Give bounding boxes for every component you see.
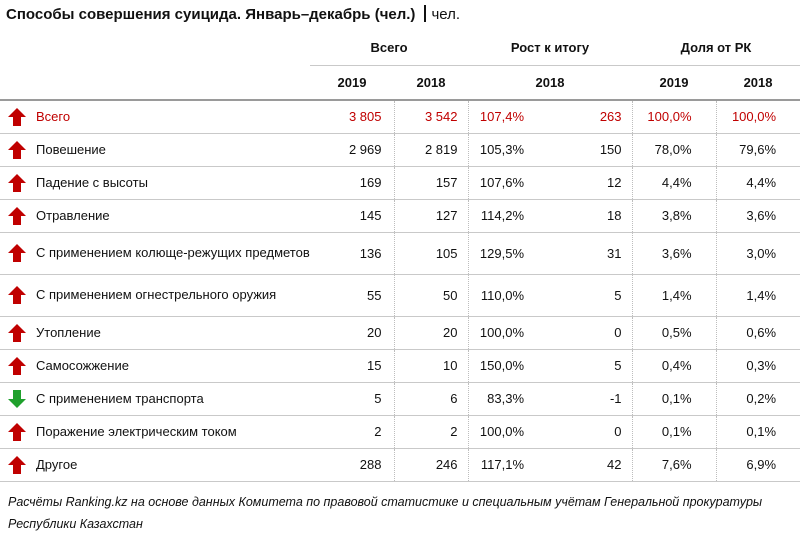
share-2019: 4,4%: [632, 166, 716, 199]
value-2018: 157: [394, 166, 468, 199]
value-2019: 2 969: [310, 133, 394, 166]
arrow-down-icon: [7, 389, 27, 409]
value-2018: 2 819: [394, 133, 468, 166]
suicide-methods-table: [0, 30, 800, 482]
value-2018: 105: [394, 232, 468, 274]
growth-percent: 150,0%: [468, 349, 562, 382]
value-2019: 145: [310, 199, 394, 232]
growth-absolute: 0: [562, 316, 632, 349]
growth-absolute: 263: [562, 100, 632, 133]
share-2018: 6,9%: [716, 448, 800, 481]
row-label: С применением транспорта: [34, 382, 310, 415]
arrow-up-icon: [7, 323, 27, 343]
table-row: [0, 133, 800, 166]
arrow-up-icon: [7, 107, 27, 127]
row-label: Поражение электрическим током: [34, 415, 310, 448]
value-2018: 246: [394, 448, 468, 481]
growth-absolute: -1: [562, 382, 632, 415]
growth-absolute: 31: [562, 232, 632, 274]
growth-percent: 105,3%: [468, 133, 562, 166]
value-2019: 55: [310, 274, 394, 316]
table-row: [0, 316, 800, 349]
share-2018: 3,6%: [716, 199, 800, 232]
share-2019: 78,0%: [632, 133, 716, 166]
arrow-up-icon: [7, 206, 27, 226]
growth-absolute: 150: [562, 133, 632, 166]
share-2019: 0,4%: [632, 349, 716, 382]
growth-percent: 129,5%: [468, 232, 562, 274]
value-2019: 3 805: [310, 100, 394, 133]
arrow-up-icon: [7, 243, 27, 263]
header-year-total-2018: 2018: [394, 65, 468, 100]
growth-percent: 100,0%: [468, 316, 562, 349]
value-2018: 10: [394, 349, 468, 382]
share-2019: 0,1%: [632, 382, 716, 415]
share-2018: 4,4%: [716, 166, 800, 199]
title-separator: [424, 5, 426, 22]
row-label: Всего: [34, 100, 310, 133]
table-row: [0, 349, 800, 382]
row-label: Утопление: [34, 316, 310, 349]
value-2018: 20: [394, 316, 468, 349]
table-row: [0, 199, 800, 232]
table-row: [0, 100, 800, 133]
value-2019: 5: [310, 382, 394, 415]
source-note: Расчёты Ranking.kz на основе данных Комитета по правовой статистике и специальным учётам Генеральной прокуратуры Республики Казахстан: [8, 495, 763, 531]
header-group-growth: Рост к итогу: [468, 30, 632, 65]
share-2018: 0,1%: [716, 415, 800, 448]
growth-absolute: 18: [562, 199, 632, 232]
table-title: Способы совершения суицида. Январь–декабрь (чел.): [6, 6, 416, 23]
growth-percent: 100,0%: [468, 415, 562, 448]
share-2019: 3,8%: [632, 199, 716, 232]
growth-percent: 107,6%: [468, 166, 562, 199]
growth-percent: 114,2%: [468, 199, 562, 232]
table-body: [0, 100, 800, 481]
row-label: С применением огнестрельного оружия: [34, 274, 310, 316]
table-row: [0, 166, 800, 199]
arrow-up-icon: [7, 422, 27, 442]
growth-percent: 107,4%: [468, 100, 562, 133]
value-2018: 3 542: [394, 100, 468, 133]
share-2018: 79,6%: [716, 133, 800, 166]
growth-percent: 117,1%: [468, 448, 562, 481]
growth-percent: 83,3%: [468, 382, 562, 415]
row-label: С применением колюще-режущих предметов: [34, 232, 310, 274]
share-2019: 100,0%: [632, 100, 716, 133]
table-row: [0, 232, 800, 274]
header-year-share-2019: 2019: [632, 65, 716, 100]
arrow-up-icon: [7, 285, 27, 305]
growth-absolute: 42: [562, 448, 632, 481]
row-label: Отравление: [34, 199, 310, 232]
row-label: Самосожжение: [34, 349, 310, 382]
row-label: Повешение: [34, 133, 310, 166]
page-title: [6, 5, 460, 23]
share-2019: 7,6%: [632, 448, 716, 481]
arrow-up-icon: [7, 455, 27, 475]
share-2019: 0,1%: [632, 415, 716, 448]
growth-absolute: 0: [562, 415, 632, 448]
arrow-up-icon: [7, 173, 27, 193]
value-2019: 169: [310, 166, 394, 199]
share-2018: 100,0%: [716, 100, 800, 133]
header-year-total-2019: 2019: [310, 65, 394, 100]
share-2019: 1,4%: [632, 274, 716, 316]
table-row: [0, 382, 800, 415]
arrow-up-icon: [7, 140, 27, 160]
growth-absolute: 5: [562, 274, 632, 316]
value-2019: 20: [310, 316, 394, 349]
share-2019: 3,6%: [632, 232, 716, 274]
header-row-groups: [0, 30, 800, 65]
value-2019: 2: [310, 415, 394, 448]
value-2019: 288: [310, 448, 394, 481]
share-2018: 3,0%: [716, 232, 800, 274]
unit-label: чел.: [431, 6, 461, 23]
table-row: [0, 415, 800, 448]
table-row: [0, 448, 800, 481]
row-label: Падение с высоты: [34, 166, 310, 199]
growth-percent: 110,0%: [468, 274, 562, 316]
share-2019: 0,5%: [632, 316, 716, 349]
growth-absolute: 12: [562, 166, 632, 199]
header-group-total: Всего: [310, 30, 468, 65]
header-year-growth-2018: 2018: [468, 65, 632, 100]
table-row: [0, 274, 800, 316]
share-2018: 0,3%: [716, 349, 800, 382]
share-2018: 1,4%: [716, 274, 800, 316]
share-2018: 0,6%: [716, 316, 800, 349]
header-year-share-2018: 2018: [716, 65, 800, 100]
growth-absolute: 5: [562, 349, 632, 382]
value-2018: 127: [394, 199, 468, 232]
row-label: Другое: [34, 448, 310, 481]
header-row-years: [0, 65, 800, 100]
value-2019: 136: [310, 232, 394, 274]
header-group-share: Доля от РК: [632, 30, 800, 65]
value-2018: 2: [394, 415, 468, 448]
share-2018: 0,2%: [716, 382, 800, 415]
value-2019: 15: [310, 349, 394, 382]
value-2018: 50: [394, 274, 468, 316]
arrow-up-icon: [7, 356, 27, 376]
value-2018: 6: [394, 382, 468, 415]
